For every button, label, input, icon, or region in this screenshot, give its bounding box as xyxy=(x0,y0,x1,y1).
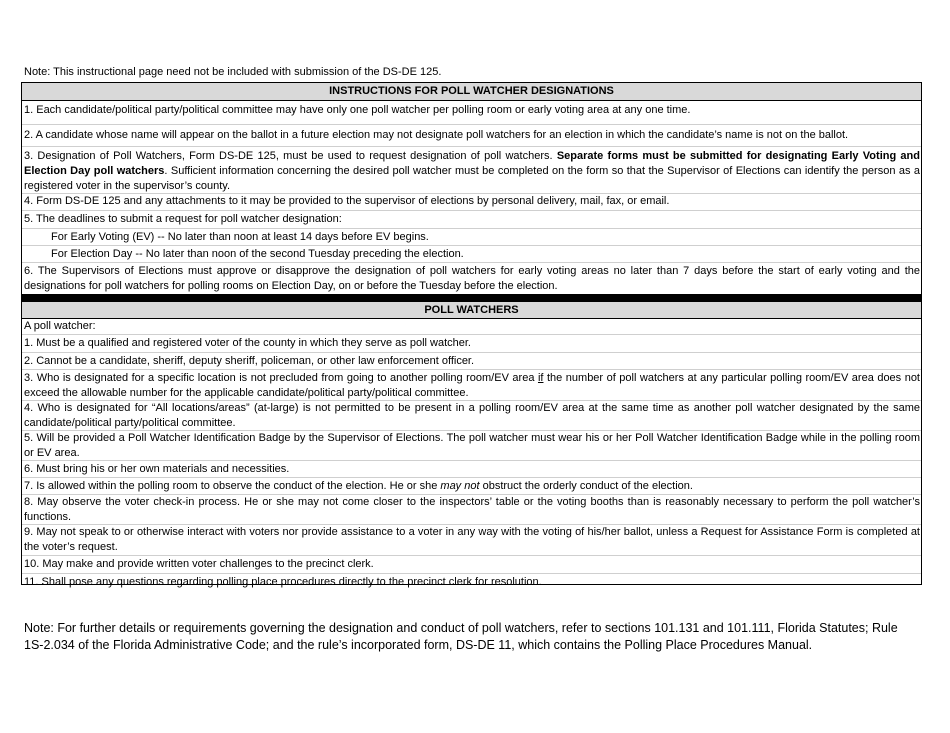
instruction-item-3-text-a: 3. Designation of Poll Watchers, Form DS-DE 125, must be used to request designation of poll watchers. xyxy=(24,150,557,162)
poll-watcher-item-10: 10. May make and provide written voter challenges to the precinct clerk. xyxy=(22,556,921,574)
poll-watcher-item-2: 2. Cannot be a candidate, sheriff, deputy sheriff, policeman, or other law enforcement officer. xyxy=(22,353,921,370)
poll-watcher-item-3-text-a: 3. Who is designated for a specific location is not precluded from going to another polling room/EV area xyxy=(24,372,538,384)
poll-watcher-item-7-text-b: obstruct the orderly conduct of the election. xyxy=(479,480,693,492)
instruction-item-2: 2. A candidate whose name will appear on the ballot in a future election may not designate poll watchers for an election in which the candidate’s name is not on the ballot. xyxy=(22,125,921,147)
instructions-box xyxy=(21,82,922,588)
instruction-item-3-bold: Separate forms must be submitted for designating Early Voting and Election Day poll watchers xyxy=(24,150,920,177)
poll-watcher-item-8: 8. May observe the voter check-in process. He or she may not come closer to the inspectors’ table or the voting booths than is reasonably necessary to perform the poll watcher’s functions. xyxy=(24,496,920,523)
poll-watcher-item-6: 6. Must bring his or her own materials and necessities. xyxy=(22,461,921,478)
poll-watcher-item-7 xyxy=(22,478,921,495)
poll-watcher-item-3-if: if xyxy=(537,372,544,384)
poll-watcher-item-11: 11. Shall pose any questions regarding polling place procedures directly to the precinct clerk for resolution. xyxy=(24,576,542,588)
section-divider xyxy=(22,294,921,302)
deadline-early-voting: For Early Voting (EV) -- No later than noon at least 14 days before EV begins. xyxy=(22,229,921,246)
instruction-item-5: 5. The deadlines to submit a request for poll watcher designation: xyxy=(22,211,921,229)
instruction-item-6: 6. The Supervisors of Elections must approve or disapprove the designation of poll watchers for early voting areas no later than 7 days before the start of early voting and the designations for poll watchers for polling rooms on Election Day, on or before the Tuesday before the election. xyxy=(24,265,920,292)
poll-watcher-intro: A poll watcher: xyxy=(22,319,921,335)
poll-watcher-item-7-text-a: 7. Is allowed within the polling room to observe the conduct of the election. He or she xyxy=(24,480,441,492)
top-note: Note: This instructional page need not be included with submission of the DS-DE 125. xyxy=(24,66,442,78)
poll-watcher-item-3-text-b: the number of poll watchers at any particular polling room/EV area does not exceed the allowable number for the applicable candidate/political party/political committee. xyxy=(24,372,920,399)
instructions-header: INSTRUCTIONS FOR POLL WATCHER DESIGNATIONS xyxy=(22,83,921,101)
instruction-item-1: 1. Each candidate/political party/political committee may have only one poll watcher per polling room or early voting area at any one time. xyxy=(22,101,921,125)
bottom-note: Note: For further details or requirements governing the designation and conduct of poll watchers, refer to sections 101.131 and 101.111, Florida Statutes; Rule 1S-2.034 of the Florida Administrative Code; and the rule’s incorporated form, DS-DE 11, which contains the Polling Place Procedures Manual. xyxy=(24,621,898,652)
poll-watcher-item-4: 4. Who is designated for “All locations/areas” (at-large) is not permitted to be present in a polling room/EV area at the same time as another poll watcher designated by the same candidate/political party/political committee. xyxy=(24,402,920,429)
poll-watcher-item-1: 1. Must be a qualified and registered voter of the county in which they serve as poll watcher. xyxy=(22,335,921,353)
instruction-item-3 xyxy=(22,147,921,194)
poll-watchers-header: POLL WATCHERS xyxy=(22,302,921,319)
deadline-election-day: For Election Day -- No later than noon of the second Tuesday preceding the election. xyxy=(22,246,921,263)
poll-watcher-item-3 xyxy=(22,370,921,401)
instruction-item-4: 4. Form DS-DE 125 and any attachments to it may be provided to the supervisor of elections by personal delivery, mail, fax, or email. xyxy=(22,194,921,211)
poll-watcher-item-5: 5. Will be provided a Poll Watcher Identification Badge by the Supervisor of Elections. The poll watcher must wear his or her Poll Watcher Identification Badge while in the polling room or EV area. xyxy=(24,432,920,459)
poll-watcher-item-9: 9. May not speak to or otherwise interact with voters nor provide assistance to a voter in any way with the voting of his/her ballot, unless a Request for Assistance Form is completed at the voter’s request. xyxy=(22,525,921,556)
poll-watcher-item-7-emphasis: may not xyxy=(440,480,480,492)
instruction-item-3-text-b: . Sufficient information concerning the desired poll watcher must be completed on the form so that the Supervisor of Elections can identify the person as a registered voter in the supervisor’s county. xyxy=(24,165,920,192)
